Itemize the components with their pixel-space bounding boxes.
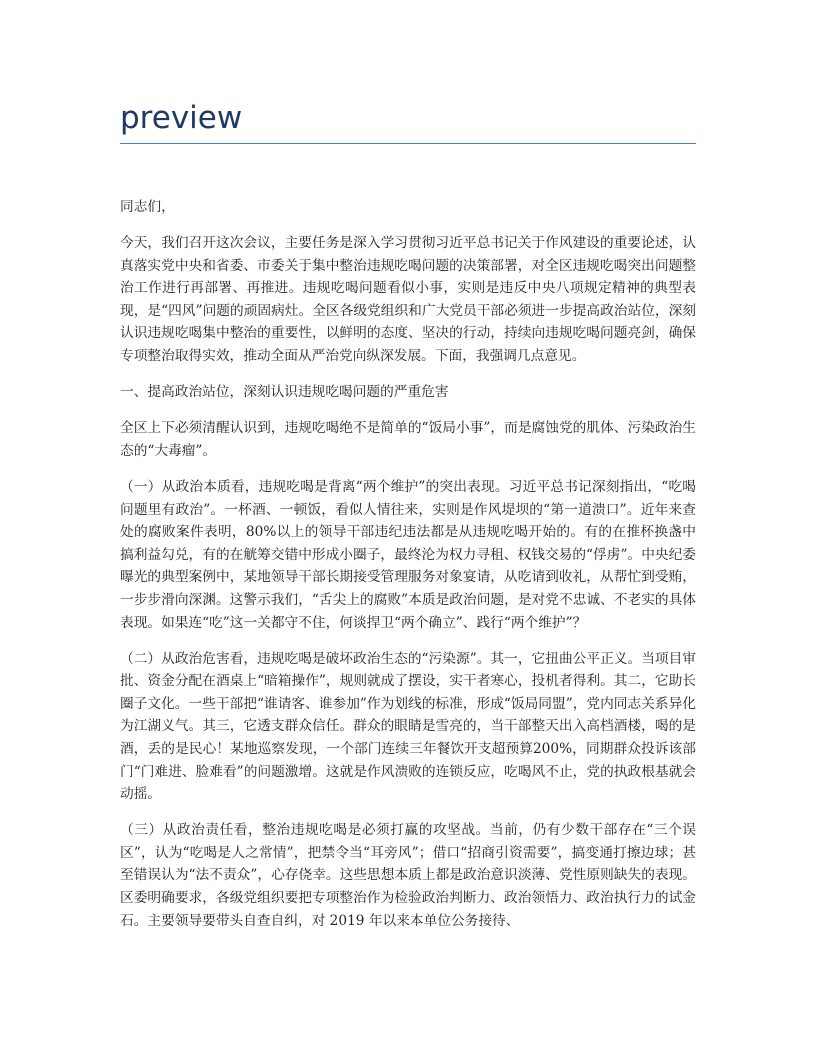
body-paragraph: （三）从政治责任看，整治违规吃喝是必须打赢的攻坚战。当前，仍有少数干部存在“三个误区”，认为“吃喝是人之常情”，把禁令当“耳旁风”；借口“招商引资需要”，搞变通打擦边球；甚至错误认为“法不责众”，心存侥幸。这些思想本质上都是政治意识淡薄、党性原则缺失的表现。区委明确要求，各级党组织要把专项整治作为检验政治判断力、政治领悟力、政治执行力的试金石。主要领导要带头自查自纠，对 2019 年以来本单位公务接待、	[120, 822, 696, 929]
body-paragraph: 全区上下必须清醒认识到，违规吃喝绝不是简单的“饭局小事”，而是腐蚀党的肌体、污染政治生态的“大毒瘤”。	[120, 420, 696, 459]
intro-paragraph: 今天，我们召开这次会议，主要任务是深入学习贯彻习近平总书记关于作风建设的重要论述，认真落实党中央和省委、市委关于集中整治违规吃喝问题的决策部署，对全区违规吃喝突出问题整治工作进行再部署、再推进。违规吃喝问题看似小事，实则是违反中央八项规定精神的典型表现，是“四风”问题的顽固病灶。全区各级党组织和广大党员干部必须进一步提高政治站位，深刻认识违规吃喝集中整治的重要性，以鲜明的态度、坚决的行动，持续向违规吃喝问题亮剑，确保专项整治取得实效，推动全面从严治党向纵深发展。下面，我强调几点意见。	[120, 235, 696, 365]
title-divider	[120, 143, 696, 144]
document-body	[120, 196, 696, 946]
body-paragraph: （二）从政治危害看，违规吃喝是破坏政治生态的“污染源”。其一，它扭曲公平正义。当项目审批、资金分配在酒桌上“暗箱操作”，规则就成了摆设，实干者寒心，投机者得利。其二，它助长圈子文化。一些干部把“谁请客、谁参加”作为划线的标准，形成“饭局同盟”，党内同志关系异化为江湖义气。其三，它透支群众信任。群众的眼睛是雪亮的，当干部整天出入高档酒楼，喝的是酒，丢的是民心！某地巡察发现，一个部门连续三年餐饮开支超预算200%，同期群众投诉该部门“门难进、脸难看”的问题激增。这就是作风溃败的连锁反应，吃喝风不止，党的执政根基就会动摇。	[120, 650, 696, 803]
salutation-paragraph: 同志们，	[120, 199, 175, 215]
section-heading: 一、提高政治站位，深刻认识违规吃喝问题的严重危害	[120, 384, 449, 401]
body-paragraph: （一）从政治本质看，违规吃喝是背离“两个维护”的突出表现。习近平总书记深刻指出，“吃喝问题里有政治”。一杯酒、一顿饭，看似人情往来，实则是作风堤坝的“第一道溃口”。近年来查处的腐败案件表明，80%以上的领导干部违纪违法都是从违规吃喝开始的。有的在推杯换盏中搞利益勾兑，有的在觥筹交错中形成小圈子，最终沦为权力寻租、权钱交易的“俘虏”。中央纪委曝光的典型案例中，某地领导干部长期接受管理服务对象宴请，从吃请到收礼，从帮忙到受贿，一步步滑向深渊。这警示我们，“舌尖上的腐败”本质是政治问题，是对党不忠诚、不老实的具体表现。如果连“吃”这一关都守不住，何谈捍卫“两个确立”、践行“两个维护”？	[120, 478, 696, 631]
document-title: preview	[120, 100, 243, 136]
